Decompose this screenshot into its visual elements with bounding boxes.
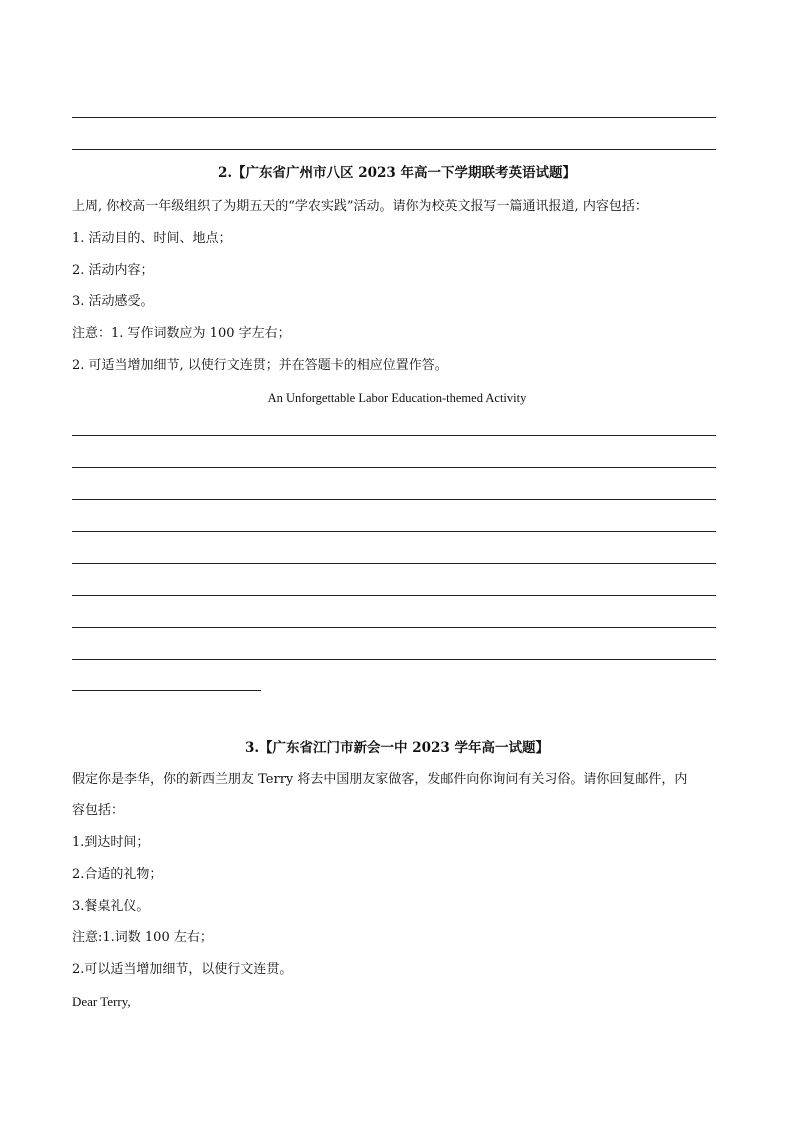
- letter-salutation: Dear Terry,: [72, 994, 131, 1009]
- question-2-note: 注意：1. 写作词数应为 100 字左右；: [72, 326, 291, 341]
- answer-line: [72, 117, 716, 118]
- question-3-note: 注意:1.词数 100 左右；: [72, 930, 213, 945]
- question-3-point: 2.合适的礼物；: [72, 867, 163, 882]
- question-3-point: 1.到达时间；: [72, 835, 150, 850]
- question-3-intro: 容包括：: [72, 803, 125, 818]
- answer-line: [72, 595, 716, 596]
- question-3-point: 3.餐桌礼仪。: [72, 899, 150, 914]
- question-3-note: 2.可以适当增加细节，以使行文连贯。: [72, 962, 293, 977]
- question-2-note: 2. 可适当增加细节, 以使行文连贯；并在答题卡的相应位置作答。: [72, 358, 448, 373]
- answer-line: [72, 563, 716, 564]
- answer-line: [72, 435, 716, 436]
- answer-line-short: [72, 690, 261, 691]
- answer-line: [72, 499, 716, 500]
- answer-line: [72, 531, 716, 532]
- essay-title: An Unforgettable Labor Education-themed Activity: [267, 391, 527, 405]
- question-2-intro: 上周, 你校高一年级组织了为期五天的“学农实践”活动。请你为校英文报写一篇通讯报道, 内容包括：: [72, 199, 648, 214]
- question-2-point: 2. 活动内容；: [72, 263, 154, 278]
- question-3-intro: 假定你是李华，你的新西兰朋友 Terry 将去中国朋友家做客，发邮件向你询问有关习俗。请你回复邮件，内: [72, 772, 688, 787]
- question-2-heading: 2.【广东省广州市八区 2023 年高一下学期联考英语试题】: [217, 165, 577, 181]
- question-2-point: 3. 活动感受。: [72, 294, 154, 309]
- answer-line: [72, 149, 716, 150]
- question-3-heading: 3.【广东省江门市新会一中 2023 学年高一试题】: [244, 740, 550, 756]
- answer-line: [72, 467, 716, 468]
- answer-line: [72, 659, 716, 660]
- question-2-point: 1. 活动目的、时间、地点；: [72, 231, 232, 246]
- answer-line: [72, 627, 716, 628]
